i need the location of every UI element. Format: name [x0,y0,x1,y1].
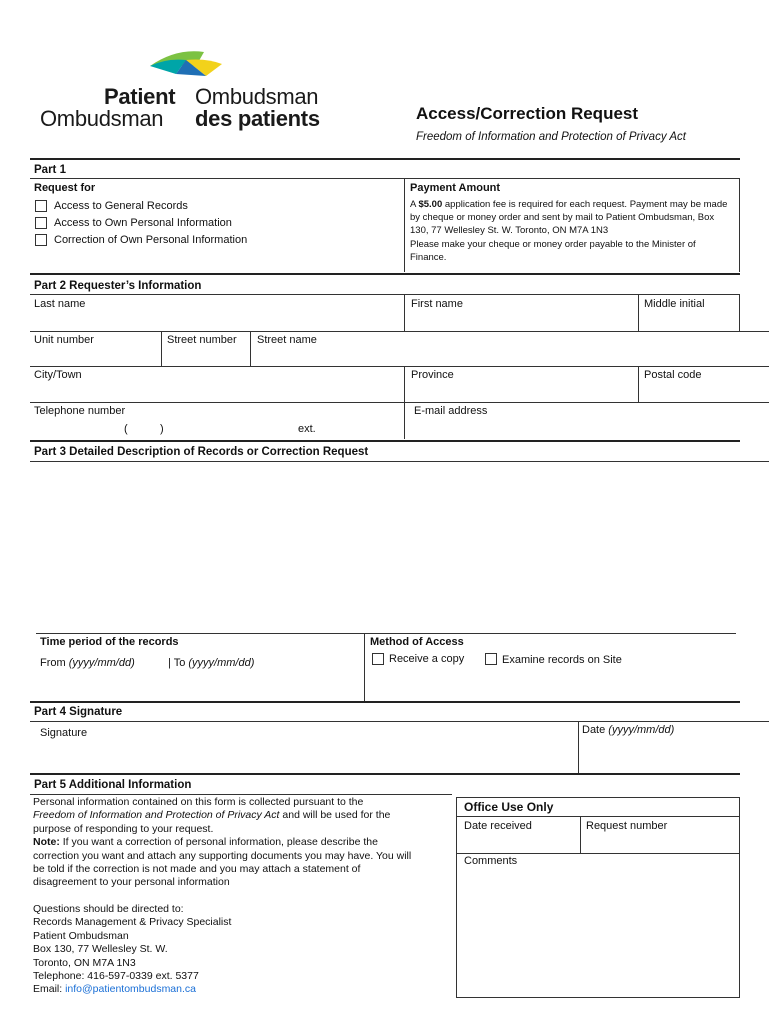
divider [364,633,365,701]
request-number-label: Request number [586,820,668,832]
phone-area-open: ( [124,423,128,435]
unit-number-input[interactable] [31,346,160,365]
divider [30,461,769,462]
middle-initial-label: Middle initial [644,298,705,310]
divider [30,366,769,367]
divider [739,294,740,331]
access-personal-label: Access to Own Personal Information [54,217,232,229]
divider [456,853,740,854]
divider [30,273,740,275]
method-label: Method of Access [370,636,464,648]
email-label: E-mail address [414,405,488,417]
access-personal-checkbox[interactable] [35,217,47,229]
access-general-checkbox[interactable] [35,200,47,212]
time-period-label: Time period of the records [40,636,179,648]
first-name-label: First name [411,298,463,310]
divider [30,178,740,179]
request-for-label: Request for [34,182,96,194]
street-name-label: Street name [257,334,317,346]
description-textarea[interactable] [31,463,766,631]
email-input[interactable] [405,418,767,438]
divider [404,178,405,272]
logo-ombudsman-en: Ombudsman [40,106,164,131]
part4-title: Part 4 Signature [34,706,123,718]
date-label: Date (yyyy/mm/dd) [582,724,675,736]
examine-onsite-checkbox[interactable] [485,653,497,665]
divider [30,158,740,160]
divider [578,721,579,773]
divider [30,794,452,795]
form-title: Access/Correction Request [416,104,639,123]
privacy-notice: Personal information contained on this form is collected pursuant to the Freedom of Information and Protection of Privacy Act and will be used for the purpose of responding to your request. Note: If you want a correction of personal information, please describe the correction you want and attach any supporting documents you may have. You will be told if the correction is not made and you may attach a statement of disagreement to your personal information [33,796,412,889]
street-number-label: Street number [167,334,237,346]
examine-onsite-label: Examine records on Site [502,654,622,666]
province-input[interactable] [405,382,637,401]
logo-ombudsman-fr: Ombudsman [195,84,319,109]
divider [30,294,740,295]
phone-area-close: ) [160,423,164,435]
signature-label: Signature [40,727,88,739]
comments-label: Comments [464,855,518,867]
first-name-input[interactable] [405,310,637,330]
divider [456,816,740,817]
postal-code-label: Postal code [644,369,702,381]
part2-title: Part 2 Requester’s Information [34,280,202,292]
street-name-input[interactable] [251,346,766,365]
street-number-input[interactable] [162,346,249,365]
telephone-label: Telephone number [34,405,126,417]
payment-text: A $5.00 application fee is required for each request. Payment may be made by cheque or money order and sent by mail to Patient Ombudsman, Box 130, 77 Wellesley St. W. Toronto, ON M7A 1N3 [410,199,728,236]
divider [739,178,740,272]
contact-info: Questions should be directed to: Records Management & Privacy Specialist Patient Ombudsman Box 130, 77 Wellesley St. W. Toronto, ON M7A 1N3 Telephone: 416-597-0339 ext. 5377 Email: info@patientombudsman.ca [33,903,232,996]
divider [30,701,740,703]
part5-title: Part 5 Additional Information [34,779,192,791]
postal-code-input[interactable] [639,382,767,401]
part3-title: Part 3 Detailed Description of Records or Correction Request [34,446,369,458]
time-period-inputs[interactable] [38,672,363,698]
divider [30,440,740,442]
date-received-label: Date received [464,820,532,832]
city-label: City/Town [34,369,82,381]
middle-initial-input[interactable] [639,310,738,330]
correction-checkbox[interactable] [35,234,47,246]
ext-label: ext. [298,423,316,435]
city-input[interactable] [31,382,403,401]
divider [30,402,769,403]
last-name-input[interactable] [31,310,403,330]
part1-title: Part 1 [34,164,66,176]
province-label: Province [411,369,454,381]
signature-date-input[interactable] [580,738,766,772]
receive-copy-label: Receive a copy [389,653,465,665]
logo-des-patients: des patients [195,106,320,131]
divider [30,331,769,332]
from-label: From (yyyy/mm/dd) [40,657,135,669]
logo-patient: Patient [104,84,176,109]
signature-field[interactable] [38,740,576,772]
access-general-label: Access to General Records [54,200,188,212]
receive-copy-checkbox[interactable] [372,653,384,665]
telephone-input[interactable] [31,418,403,438]
divider [30,773,740,775]
payment-title: Payment Amount [410,182,501,194]
divider [36,633,736,634]
contact-email-link[interactable]: info@patientombudsman.ca [65,983,196,996]
last-name-label: Last name [34,298,86,310]
office-use-title: Office Use Only [464,800,554,814]
payment-payable-text: Please make your cheque or money order payable to the Minister of Finance. [410,239,696,263]
divider [30,721,769,722]
logo-arc-icon [146,48,226,80]
to-label: | To (yyyy/mm/dd) [168,657,255,669]
divider [580,816,581,853]
unit-number-label: Unit number [34,334,94,346]
correction-label: Correction of Own Personal Information [54,234,248,246]
form-subtitle: Freedom of Information and Protection of Privacy Act [416,131,686,143]
